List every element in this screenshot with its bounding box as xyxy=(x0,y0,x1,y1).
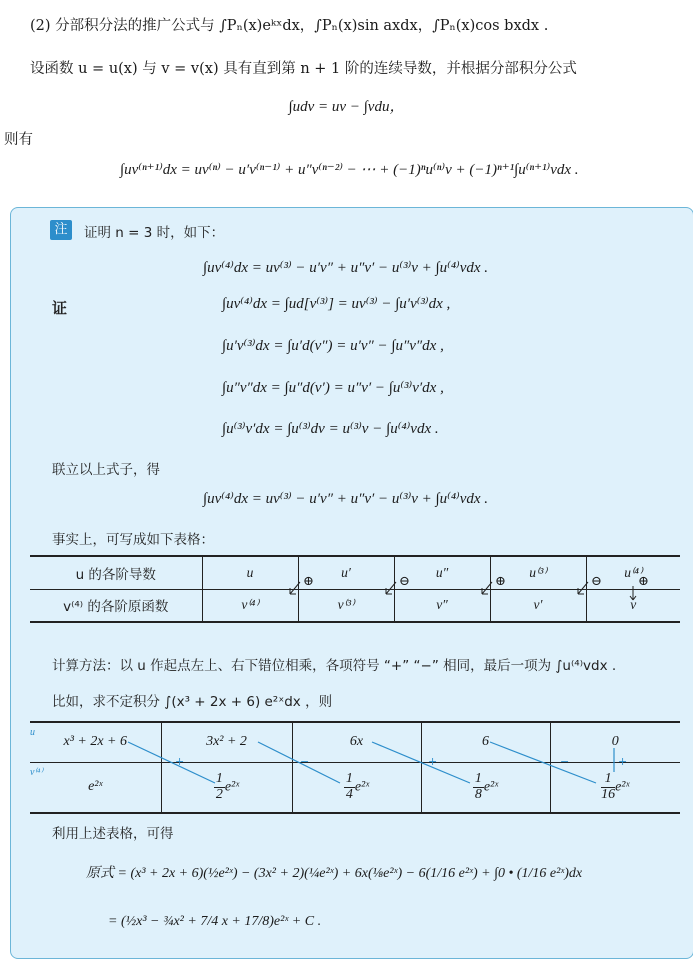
proof-label: 证 xyxy=(52,299,68,317)
intro-line: 设函数 u = u(x) 与 v = v(x) 具有直到第 n + 1 阶的连续导数，并根据分部积分公式 xyxy=(30,61,577,77)
table-cell: v⁽⁴⁾ xyxy=(202,589,298,622)
table-cell: u″ xyxy=(394,556,490,589)
table-cell: u⁽³⁾ xyxy=(490,556,586,589)
table-cell: $\frac{1}{8}$ e²ˣ xyxy=(421,762,550,813)
sign-marker: ⊕ xyxy=(638,574,649,589)
table-cell: 6x xyxy=(292,722,421,762)
table-cell: u⁽⁴⁾ xyxy=(586,556,680,589)
proof-step-3: ∫u″v″dx = ∫u″d(v′) = u″v′ − ∫u⁽³⁾v′dx , xyxy=(222,380,444,396)
table-cell: $\frac{1}{16}$ e²ˣ xyxy=(550,762,680,813)
table-cell: 0 xyxy=(550,722,680,762)
combine-text: 联立以上式子，得 xyxy=(52,462,160,478)
table-cell: v″ xyxy=(394,589,490,622)
example-text: 比如，求不定积分 ∫(x³ + 2x + 6) e²ˣdx ，则 xyxy=(52,694,333,710)
table-cell: v⁽⁴⁾ 的各阶原函数 xyxy=(30,589,202,622)
row-label-v: v⁽⁴⁾ xyxy=(30,766,43,778)
method-text: 计算方法：以 u 作起点左上、右下错位相乘，各项符号 “+” “−” 相同，最后一项为 ∫u⁽⁴⁾vdx . xyxy=(52,658,617,674)
result-line-2: = (½x³ − ¾x² + 7/4 x + 17/8)e²ˣ + C . xyxy=(108,914,322,929)
sign-marker: − xyxy=(560,755,570,768)
table-cell: u xyxy=(202,556,298,589)
sign-marker: ⊕ xyxy=(303,574,314,589)
note-claim: ∫uv⁽⁴⁾dx = uv⁽³⁾ − u′v″ + u″v′ − u⁽³⁾v + ∫u⁽⁴⁾vdx . xyxy=(203,260,489,276)
derivative-table xyxy=(30,555,680,623)
note-heading: 证明 n = 3 时，如下： xyxy=(84,225,225,241)
table-cell: $\frac{1}{2}$ e²ˣ xyxy=(161,762,292,813)
table-cell: v xyxy=(586,589,680,622)
sign-marker: + xyxy=(428,755,438,768)
base-formula: ∫udv = uv − ∫vdu， xyxy=(288,99,405,115)
table-row xyxy=(30,556,680,589)
note-tag: 注 xyxy=(50,220,72,240)
table-cell: u 的各阶导数 xyxy=(30,556,202,589)
row-label-u: u xyxy=(30,727,35,738)
table-cell: u′ xyxy=(298,556,394,589)
table-row xyxy=(30,762,680,813)
table-row xyxy=(30,589,680,622)
sign-marker: + xyxy=(618,755,628,768)
then-label: 则有 xyxy=(4,132,33,148)
result-line-1: 原式 = (x³ + 2x + 6)(½e²ˣ) − (3x² + 2)(¼e²ˣ) + 6x(⅛e²ˣ) − 6(1/16 e²ˣ) + ∫0 • (1/16 e²ˣ)dx xyxy=(86,866,583,881)
proof-step-1: ∫uv⁽⁴⁾dx = ∫ud[v⁽³⁾] = uv⁽³⁾ − ∫u′v⁽³⁾dx , xyxy=(222,296,451,312)
table-cell: u x³ + 2x + 6 xyxy=(30,722,161,762)
table-cell: 6 xyxy=(421,722,550,762)
sign-marker: ⊕ xyxy=(495,574,506,589)
sign-marker: ⊖ xyxy=(399,574,410,589)
table-row xyxy=(30,722,680,762)
table-cell: $\frac{1}{4}$ e²ˣ xyxy=(292,762,421,813)
sign-marker: + xyxy=(175,755,185,768)
table-cell: 3x² + 2 xyxy=(161,722,292,762)
sign-marker: ⊖ xyxy=(591,574,602,589)
example-table xyxy=(30,721,680,814)
use-table-text: 利用上述表格，可得 xyxy=(52,826,174,842)
table-cell: v′ xyxy=(490,589,586,622)
table-cell: v⁽⁴⁾ e²ˣ xyxy=(30,762,161,813)
sign-marker: − xyxy=(300,755,310,768)
table-intro: 事实上，可写成如下表格： xyxy=(52,532,214,548)
combined-formula: ∫uv⁽⁴⁾dx = uv⁽³⁾ − u′v″ + u″v′ − u⁽³⁾v + ∫u⁽⁴⁾vdx . xyxy=(203,491,489,507)
proof-step-4: ∫u⁽³⁾v′dx = ∫u⁽³⁾dv = u⁽³⁾v − ∫u⁽⁴⁾vdx . xyxy=(222,421,439,437)
general-formula: ∫uv⁽ⁿ⁺¹⁾dx = uv⁽ⁿ⁾ − u′v⁽ⁿ⁻¹⁾ + u″v⁽ⁿ⁻²⁾ − ⋯ + (−1)ⁿu⁽ⁿ⁾v + (−1)ⁿ⁺¹∫u⁽ⁿ⁺¹⁾vdx . xyxy=(120,162,579,178)
proof-step-2: ∫u′v⁽³⁾dx = ∫u′d(v″) = u′v″ − ∫u″v″dx , xyxy=(222,338,444,354)
section-title: (2) 分部积分法的推广公式与 ∫Pₙ(x)eᵏˣdx，∫Pₙ(x)sin axdx，∫Pₙ(x)cos bxdx . xyxy=(30,18,549,34)
table-cell: v⁽³⁾ xyxy=(298,589,394,622)
